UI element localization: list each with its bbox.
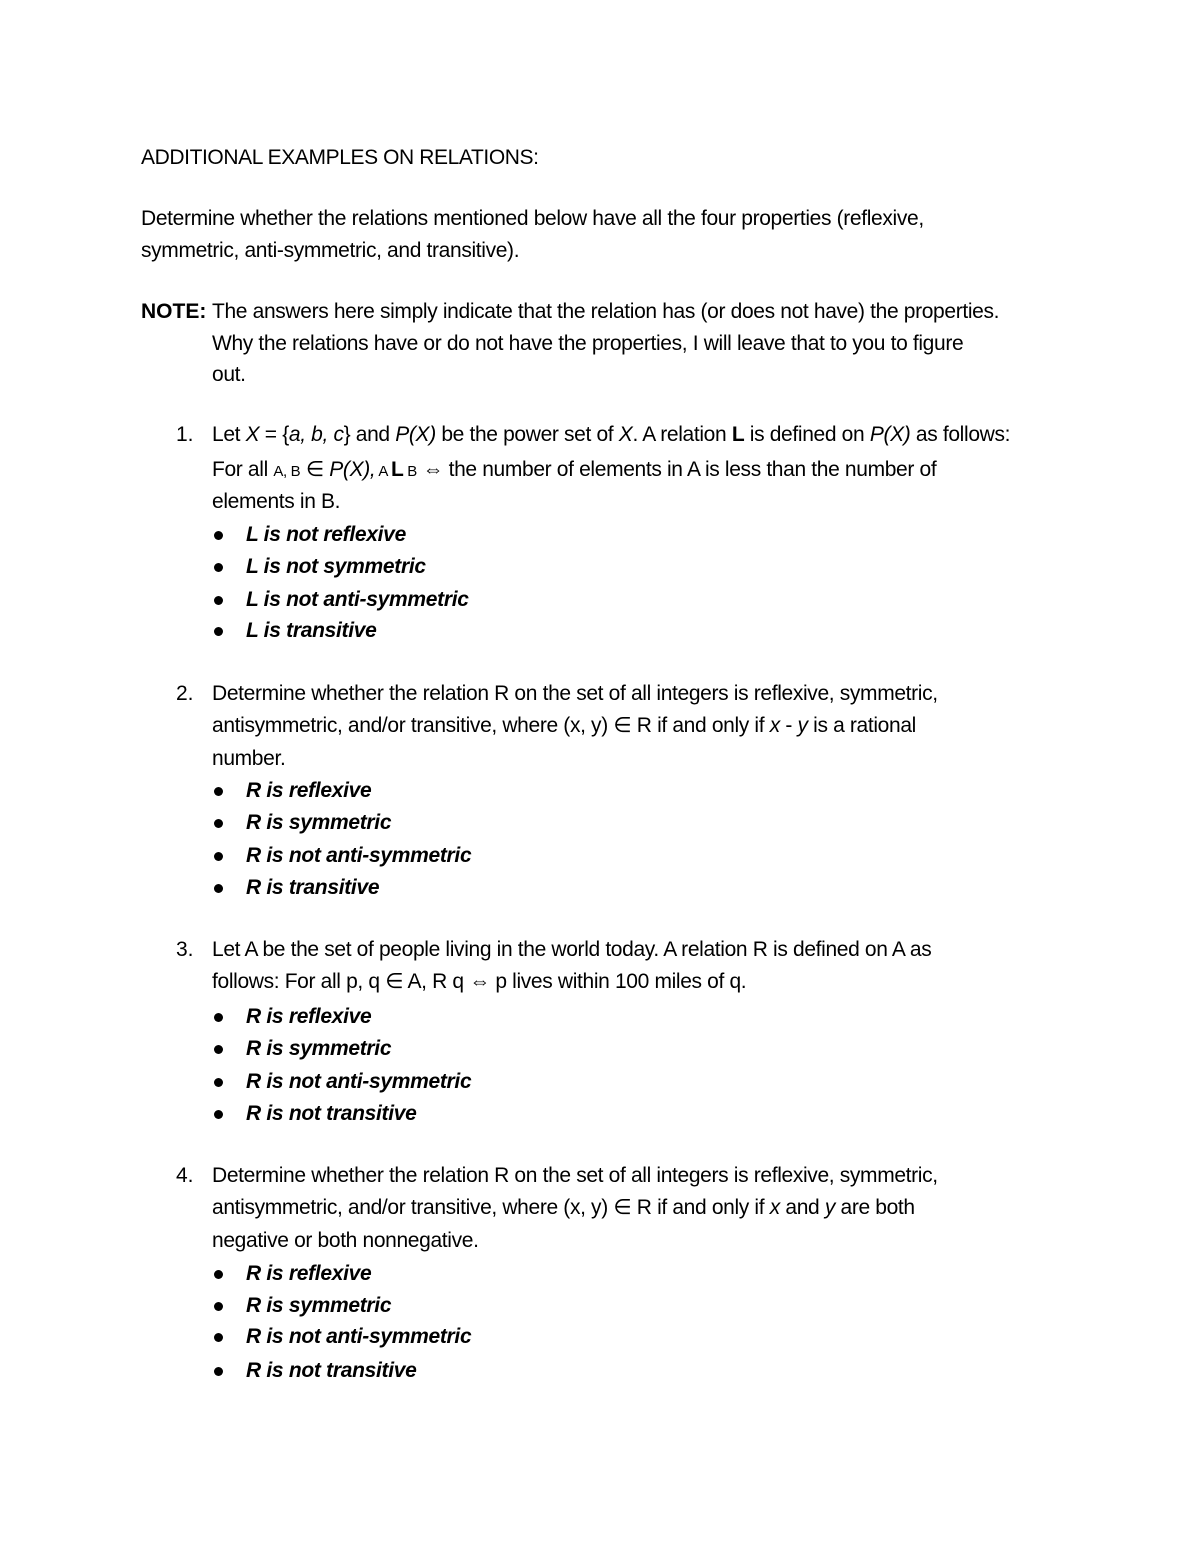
q2-line-3: number. xyxy=(212,747,286,770)
bullet-icon xyxy=(214,1270,223,1279)
q4-answer-3: R is not anti-symmetric xyxy=(246,1325,472,1348)
q3-answer-3: R is not anti-symmetric xyxy=(246,1070,472,1093)
q1-line-3: elements in B. xyxy=(212,490,341,513)
note-line-1: The answers here simply indicate that the relation has (or does not have) the properties. xyxy=(212,300,1000,323)
q1-line-2: For all A, B ∈ P(X), A L B ⇔ the number of elements in A is less than the number of xyxy=(212,458,937,481)
q3-line-2: follows: For all p, q ∈ A, R q ⇔ p lives within 100 miles of q. xyxy=(212,970,747,993)
q4-number: 4. xyxy=(176,1164,194,1187)
q4-line-1: Determine whether the relation R on the set of all integers is reflexive, symmetric, xyxy=(212,1164,938,1187)
q2-answer-4: R is transitive xyxy=(246,876,380,899)
bullet-icon xyxy=(214,1302,223,1311)
bullet-icon xyxy=(214,627,223,636)
bullet-icon xyxy=(214,852,223,861)
note-line-3: out. xyxy=(212,363,246,386)
bullet-icon xyxy=(214,1367,223,1376)
q2-answer-1: R is reflexive xyxy=(246,779,372,802)
note-label: NOTE: xyxy=(141,300,207,323)
intro-line-2: symmetric, anti-symmetric, and transitive). xyxy=(141,239,520,262)
bullet-icon xyxy=(214,787,223,796)
q1-line-1: Let X = {a, b, c} and P(X) be the power set of X. A relation L is defined on P(X) as follows: xyxy=(212,423,1011,446)
bullet-icon xyxy=(214,1045,223,1054)
bullet-icon xyxy=(214,1013,223,1022)
q3-number: 3. xyxy=(176,938,194,961)
bullet-icon xyxy=(214,531,223,540)
document-title: ADDITIONAL EXAMPLES ON RELATIONS: xyxy=(141,146,539,169)
bullet-icon xyxy=(214,1078,223,1087)
note-line-2: Why the relations have or do not have the properties, I will leave that to you to figure xyxy=(212,332,964,355)
q1-answer-3: L is not anti-symmetric xyxy=(246,588,469,611)
q4-answer-4: R is not transitive xyxy=(246,1359,417,1382)
bullet-icon xyxy=(214,1110,223,1119)
q4-answer-2: R is symmetric xyxy=(246,1294,392,1317)
bullet-icon xyxy=(214,884,223,893)
q2-answer-2: R is symmetric xyxy=(246,811,392,834)
q3-answer-4: R is not transitive xyxy=(246,1102,417,1125)
q2-answer-3: R is not anti-symmetric xyxy=(246,844,472,867)
q4-line-2: antisymmetric, and/or transitive, where (x, y) ∈ R if and only if x and y are both xyxy=(212,1196,915,1219)
q1-answer-2: L is not symmetric xyxy=(246,555,426,578)
q1-answer-4: L is transitive xyxy=(246,619,377,642)
q2-line-2: antisymmetric, and/or transitive, where (x, y) ∈ R if and only if x - y is a rational xyxy=(212,714,916,737)
bullet-icon xyxy=(214,596,223,605)
q1-answer-1: L is not reflexive xyxy=(246,523,406,546)
q2-line-1: Determine whether the relation R on the set of all integers is reflexive, symmetric, xyxy=(212,682,938,705)
q4-line-3: negative or both nonnegative. xyxy=(212,1229,479,1252)
bullet-icon xyxy=(214,1333,223,1342)
bullet-icon xyxy=(214,563,223,572)
q1-number: 1. xyxy=(176,423,194,446)
q4-answer-1: R is reflexive xyxy=(246,1262,372,1285)
q3-line-1: Let A be the set of people living in the world today. A relation R is defined on A as xyxy=(212,938,932,961)
q3-answer-2: R is symmetric xyxy=(246,1037,392,1060)
bullet-icon xyxy=(214,819,223,828)
q3-answer-1: R is reflexive xyxy=(246,1005,372,1028)
intro-line-1: Determine whether the relations mentioned below have all the four properties (reflexive, xyxy=(141,207,924,230)
q2-number: 2. xyxy=(176,682,194,705)
